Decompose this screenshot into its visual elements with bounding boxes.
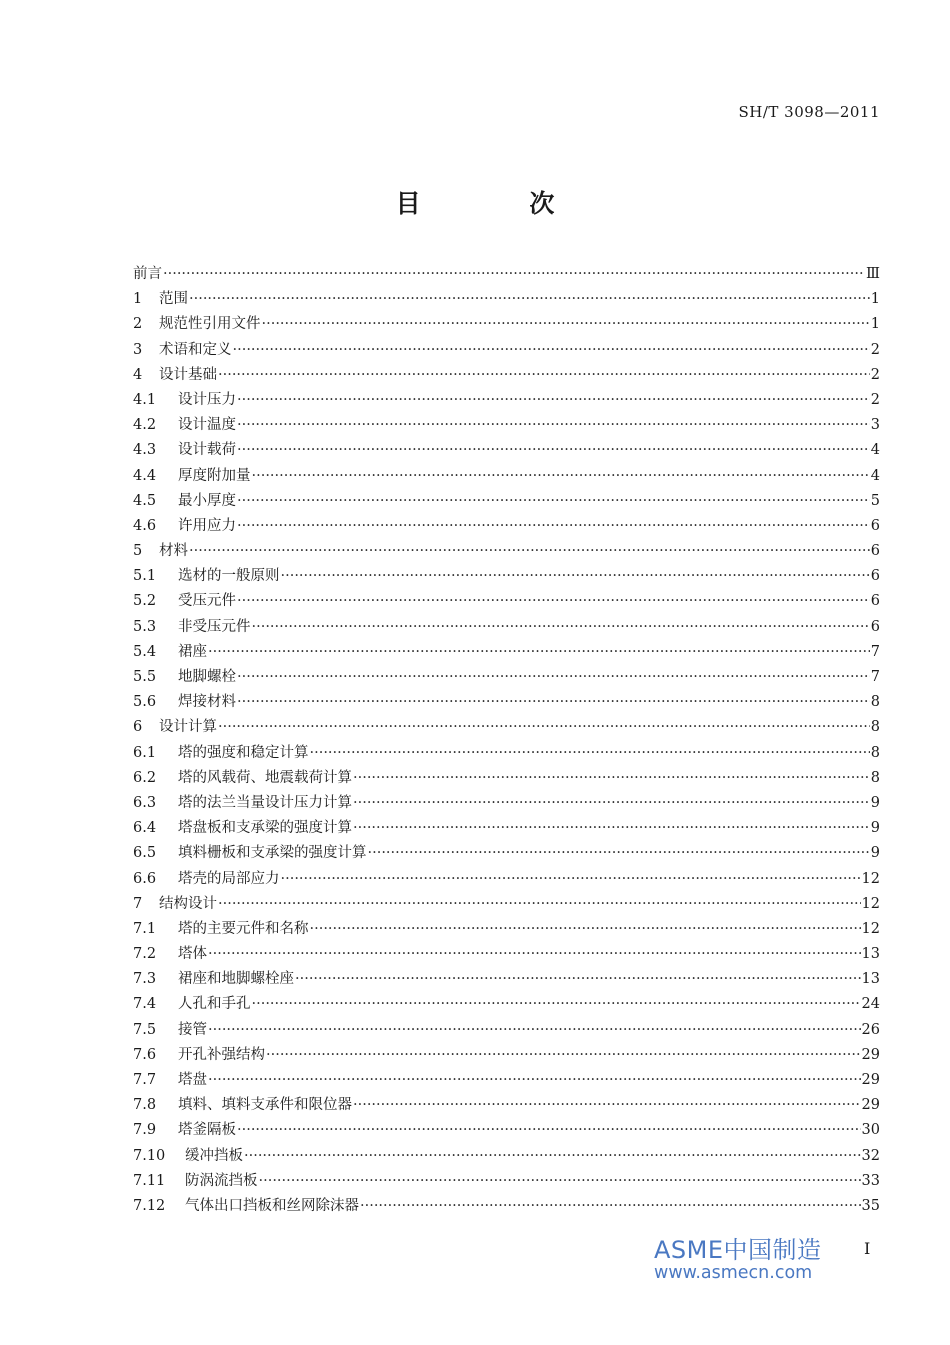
toc-entry-number: 5.4 — [133, 643, 157, 660]
toc-entry-page: 8 — [870, 769, 880, 786]
toc-entry-number: 4.4 — [133, 467, 157, 484]
toc-entry — [133, 413, 880, 438]
toc-entry-number: 7.11 — [133, 1172, 166, 1189]
toc-leader-dots — [237, 392, 870, 408]
toc-leader-dots — [237, 694, 870, 710]
toc-entry-number: 7 — [133, 895, 143, 912]
toc-leader-dots — [237, 518, 870, 534]
toc-leader-dots — [259, 1173, 861, 1189]
toc-entry — [133, 1118, 880, 1143]
toc-entry-label: 接管 — [178, 1021, 207, 1038]
toc-entry-number: 7.3 — [133, 971, 157, 988]
toc-leader-dots — [244, 1148, 861, 1164]
toc-entry-page: Ⅲ — [866, 266, 880, 282]
toc-entry-label: 设计温度 — [178, 417, 236, 434]
toc-leader-dots — [252, 619, 870, 635]
toc-leader-dots — [252, 996, 861, 1012]
toc-entry-label: 厚度附加量 — [178, 467, 251, 484]
toc-entry-page: 29 — [861, 1072, 880, 1088]
toc-leader-dots — [237, 493, 870, 509]
toc-entry-number: 7.2 — [133, 946, 157, 963]
toc-entry — [133, 640, 880, 665]
toc-entry — [133, 766, 880, 791]
standard-code: SH/T 3098—2011 — [738, 103, 880, 121]
page-number: I — [864, 1239, 871, 1258]
toc-entry-page: 12 — [861, 920, 880, 937]
toc-entry-page: 13 — [861, 971, 880, 988]
toc-entry-page: 26 — [861, 1021, 880, 1038]
toc-entry-label: 塔体 — [178, 946, 207, 963]
toc-entry-page: 12 — [861, 870, 880, 887]
toc-entry-label: 塔釜隔板 — [178, 1122, 236, 1139]
toc-entry — [133, 489, 880, 514]
toc-leader-dots — [353, 820, 870, 836]
toc-entry-label: 塔壳的局部应力 — [178, 870, 280, 887]
toc-entry-number: 6.5 — [133, 845, 157, 862]
toc-leader-dots — [189, 291, 870, 307]
toc-entry-number: 6.3 — [133, 794, 157, 811]
toc-entry-page: 6 — [870, 618, 880, 635]
toc-entry — [133, 363, 880, 388]
toc-entry-number: 6.2 — [133, 769, 157, 786]
toc-leader-dots — [218, 719, 870, 735]
toc-entry-page: 12 — [861, 895, 880, 912]
toc-entry-page: 24 — [861, 996, 880, 1013]
toc-entry — [133, 388, 880, 413]
toc-entry-number: 6 — [133, 719, 143, 736]
toc-entry — [133, 690, 880, 715]
toc-leader-dots — [237, 1122, 861, 1138]
table-of-contents — [133, 262, 880, 1219]
toc-entry — [133, 1169, 880, 1194]
toc-entry — [133, 1093, 880, 1118]
toc-entry-label: 设计载荷 — [178, 442, 236, 459]
toc-entry — [133, 816, 880, 841]
toc-entry — [133, 514, 880, 539]
toc-entry-label: 受压元件 — [178, 593, 236, 610]
toc-entry-label: 许用应力 — [178, 517, 236, 534]
toc-entry-label: 缓冲挡板 — [185, 1147, 243, 1164]
toc-entry-number: 6.1 — [133, 744, 157, 761]
toc-entry-label: 防涡流挡板 — [185, 1172, 258, 1189]
toc-entry-number: 5 — [133, 543, 143, 560]
toc-entry-page: 8 — [870, 744, 880, 761]
toc-entry-number: 6.4 — [133, 820, 157, 837]
toc-leader-dots — [266, 1047, 861, 1063]
toc-entry-number: 4.2 — [133, 417, 157, 434]
toc-entry-label: 填料、填料支承件和限位器 — [178, 1097, 352, 1114]
toc-leader-dots — [237, 417, 870, 433]
toc-entry-label: 术语和定义 — [159, 341, 232, 358]
toc-leader-dots — [237, 669, 870, 685]
toc-entry-page: 35 — [861, 1197, 880, 1214]
toc-entry-label: 塔的强度和稳定计算 — [178, 744, 309, 761]
toc-entry — [133, 1068, 880, 1093]
toc-leader-dots — [295, 971, 861, 987]
toc-leader-dots — [353, 770, 870, 786]
toc-entry-page: 2 — [870, 391, 880, 408]
toc-entry-label: 焊接材料 — [178, 694, 236, 711]
page-title: 目 次 — [395, 189, 605, 218]
toc-entry-number: 4.1 — [133, 391, 157, 408]
toc-entry-number: 4.6 — [133, 517, 157, 534]
toc-entry-page: 2 — [870, 366, 880, 383]
toc-leader-dots — [208, 1022, 861, 1038]
toc-entry-page: 4 — [870, 467, 880, 484]
toc-entry-label: 塔的主要元件和名称 — [178, 920, 309, 937]
toc-entry-page: 3 — [870, 417, 880, 434]
toc-entry-label: 地脚螺栓 — [178, 669, 236, 685]
toc-entry — [133, 791, 880, 816]
toc-leader-dots — [262, 316, 870, 332]
toc-entry-label: 结构设计 — [159, 895, 217, 912]
toc-leader-dots — [237, 442, 870, 458]
toc-entry-label: 设计基础 — [159, 366, 217, 383]
toc-entry-number: 1 — [133, 291, 143, 308]
toc-entry — [133, 287, 880, 312]
toc-leader-dots — [208, 1072, 861, 1088]
toc-leader-dots — [281, 568, 870, 584]
toc-entry-page: 8 — [870, 719, 880, 736]
toc-entry-label: 规范性引用文件 — [159, 316, 261, 333]
toc-entry-label: 塔盘 — [178, 1072, 207, 1088]
toc-entry — [133, 464, 880, 489]
toc-entry-page: 6 — [870, 593, 880, 610]
toc-leader-dots — [281, 871, 861, 887]
toc-entry-page: 6 — [870, 543, 880, 560]
toc-entry — [133, 741, 880, 766]
toc-entry-number: 4 — [133, 366, 143, 383]
toc-leader-dots — [310, 921, 861, 937]
toc-entry-number: 7.5 — [133, 1021, 157, 1038]
toc-entry — [133, 438, 880, 463]
toc-entry-number: 7.7 — [133, 1072, 157, 1088]
toc-leader-dots — [237, 593, 870, 609]
toc-entry-number: 4.3 — [133, 442, 157, 459]
toc-entry — [133, 967, 880, 992]
toc-entry-label: 开孔补强结构 — [178, 1046, 265, 1063]
toc-leader-dots — [218, 896, 861, 912]
toc-entry-number: 2 — [133, 316, 143, 333]
toc-entry-label: 填料栅板和支承梁的强度计算 — [178, 845, 367, 862]
toc-entry — [133, 917, 880, 942]
toc-entry-number: 7.12 — [133, 1197, 166, 1214]
toc-entry-page: 1 — [870, 316, 880, 333]
toc-entry-label: 塔的风载荷、地震载荷计算 — [178, 769, 352, 786]
toc-entry-label: 人孔和手孔 — [178, 996, 251, 1013]
toc-entry-label: 塔盘板和支承梁的强度计算 — [178, 820, 352, 837]
toc-entry-label: 最小厚度 — [178, 492, 236, 509]
toc-entry-label: 裙座和地脚螺栓座 — [178, 971, 294, 988]
toc-entry-label: 设计压力 — [178, 391, 236, 408]
toc-entry-label: 塔的法兰当量设计压力计算 — [178, 794, 352, 811]
toc-entry — [133, 589, 880, 614]
toc-leader-dots — [233, 342, 870, 358]
toc-entry — [133, 312, 880, 337]
toc-entry-page: 5 — [870, 492, 880, 509]
toc-entry-page: 4 — [870, 442, 880, 459]
toc-entry-page: 13 — [861, 946, 880, 963]
toc-entry-page: 32 — [861, 1147, 880, 1164]
toc-entry-page: 6 — [870, 568, 880, 585]
watermark-title: ASME中国制造 — [654, 1236, 822, 1264]
toc-entry-page: 2 — [870, 341, 880, 358]
toc-entry — [133, 841, 880, 866]
toc-entry-number: 7.1 — [133, 920, 157, 937]
toc-entry-number: 5.6 — [133, 694, 157, 711]
toc-entry-page: 30 — [861, 1122, 880, 1139]
toc-entry-number: 5.5 — [133, 669, 157, 685]
toc-entry — [133, 564, 880, 589]
toc-leader-dots — [189, 543, 870, 559]
toc-entry-number: 7.6 — [133, 1046, 157, 1063]
toc-entry-number: 7.9 — [133, 1122, 157, 1139]
toc-entry — [133, 665, 880, 690]
toc-leader-dots — [360, 1198, 861, 1214]
toc-entry — [133, 892, 880, 917]
toc-entry-number: 5.1 — [133, 568, 157, 585]
toc-entry-number: 7.8 — [133, 1097, 157, 1114]
toc-entry — [133, 1018, 880, 1043]
toc-entry — [133, 262, 880, 287]
toc-entry-label: 选材的一般原则 — [178, 568, 280, 585]
toc-entry — [133, 715, 880, 740]
toc-entry — [133, 1194, 880, 1219]
toc-entry-page: 6 — [870, 517, 880, 534]
toc-entry-number: 7.10 — [133, 1147, 166, 1164]
toc-leader-dots — [163, 266, 865, 282]
toc-entry — [133, 1144, 880, 1169]
toc-entry-number: 7.4 — [133, 996, 157, 1013]
toc-leader-dots — [218, 367, 870, 383]
toc-entry-page: 1 — [870, 291, 880, 308]
toc-leader-dots — [208, 946, 861, 962]
toc-entry-page: 29 — [861, 1046, 880, 1063]
watermark-url: www.asmecn.com — [654, 1263, 813, 1283]
toc-entry-label: 材料 — [159, 543, 188, 560]
toc-entry-label: 裙座 — [178, 643, 207, 660]
watermark — [654, 1238, 822, 1283]
toc-entry-page: 7 — [870, 669, 880, 685]
toc-entry — [133, 942, 880, 967]
toc-entry-page: 8 — [870, 694, 880, 711]
toc-entry-page: 7 — [870, 643, 880, 660]
toc-leader-dots — [368, 845, 870, 861]
toc-entry-label: 设计计算 — [159, 719, 217, 736]
toc-entry-number: 4.5 — [133, 492, 157, 509]
toc-entry-page: 29 — [861, 1097, 880, 1114]
toc-entry — [133, 539, 880, 564]
toc-entry — [133, 992, 880, 1017]
toc-entry-label: 气体出口挡板和丝网除沫器 — [185, 1197, 359, 1214]
toc-entry-number: 6.6 — [133, 870, 157, 887]
toc-entry — [133, 867, 880, 892]
toc-leader-dots — [252, 468, 870, 484]
toc-entry-label: 前言 — [133, 266, 162, 282]
toc-entry-page: 9 — [870, 845, 880, 862]
toc-leader-dots — [310, 745, 870, 761]
toc-leader-dots — [353, 795, 870, 811]
toc-leader-dots — [353, 1097, 861, 1113]
toc-entry-number: 5.3 — [133, 618, 157, 635]
toc-entry-number: 5.2 — [133, 593, 157, 610]
toc-entry-number: 3 — [133, 341, 143, 358]
toc-entry-page: 33 — [861, 1172, 880, 1189]
toc-entry — [133, 338, 880, 363]
toc-entry-label: 非受压元件 — [178, 618, 251, 635]
toc-entry-page: 9 — [870, 820, 880, 837]
toc-entry — [133, 615, 880, 640]
toc-entry — [133, 1043, 880, 1068]
toc-entry-label: 范围 — [159, 291, 188, 308]
toc-leader-dots — [208, 644, 870, 660]
toc-entry-page: 9 — [870, 794, 880, 811]
